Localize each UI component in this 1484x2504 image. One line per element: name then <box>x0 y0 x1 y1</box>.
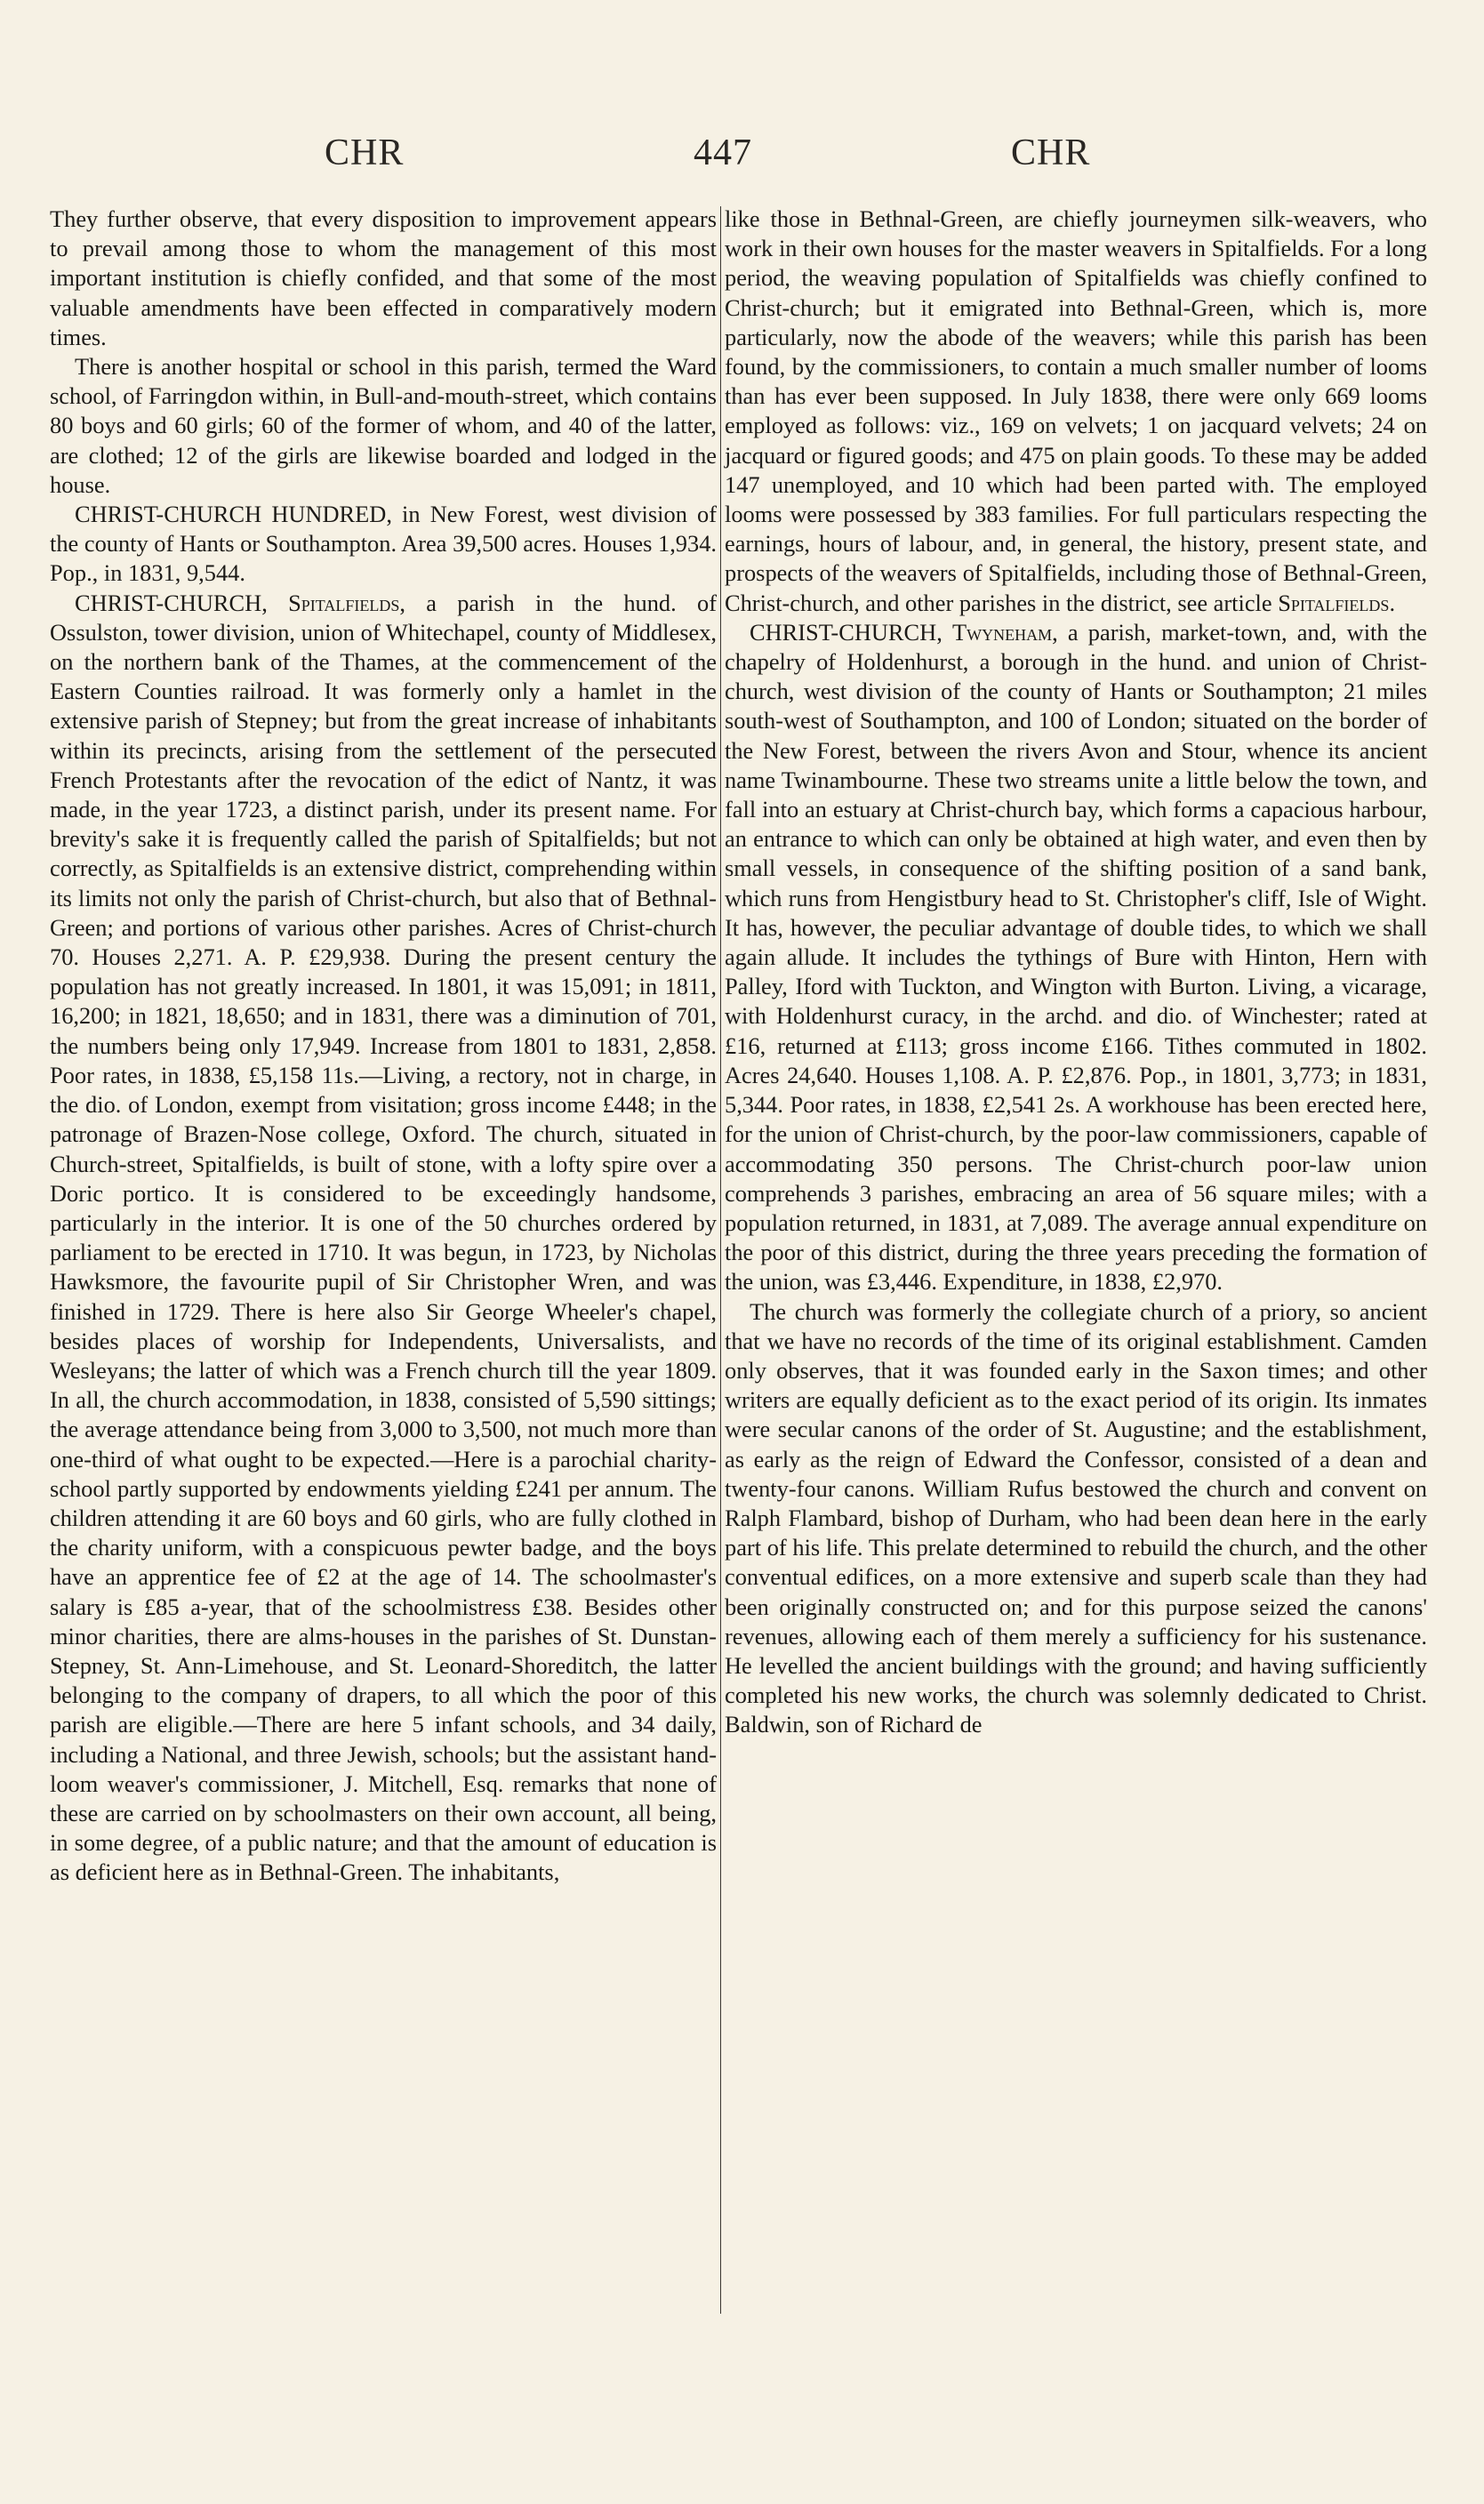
entry-headword: CHRIST-CHURCH, <box>75 589 289 616</box>
entry-subhead: Twyneham <box>952 618 1053 646</box>
left-column <box>50 205 717 1888</box>
cross-reference: Spitalfields <box>1278 589 1390 616</box>
running-head-right: CHR <box>1011 132 1091 173</box>
paragraph-continuation: They further observe, that every disposition to improvement appears to prevail among those to whom the management of this most important institution is chiefly confided, and that some of the most valuable amendments have been effected in comparatively modern times. <box>50 205 717 350</box>
entry-body: , a parish in the hund. of Ossulston, tower division, union of Whitechapel, county of Middlesex, on the northern bank of the Thames, at the commencement of the Eastern Counties railroad. It was formerly only a hamlet in the extensive parish of Stepney; but from the great increase of inhabitants within its precincts, arising from the settlement of the persecuted French Protestants after the revocation of the edict of Nantz, it was made, in the year 1723, a distinct parish, under its present name. For brevity's sake it is frequently called the parish of Spitalfields; but not correctly, as Spitalfields is an extensive district, comprehending within its limits not only the parish of Christ-church, but also that of Bethnal-Green; and portions of various other parishes. Acres of Christ-church 70. Houses 2,271. A. P. £29,938. During the present century the population has not greatly increased. In 1801, it was 15,091; in 1811, 16,200; in 1821, 18,650; and in 1831, there was a diminution of 701, the numbers being only 17,949. Increase from 1801 to 1831, 2,858. Poor rates, in 1838, £5,158 11s.—Living, a rectory, not in charge, in the dio. of London, exempt from visitation; gross income £448; in the patronage of Brazen-Nose college, Oxford. The church, situated in Church-street, Spitalfields, is built of stone, with a lofty spire over a Doric portico. It is considered to be exceedingly handsome, particularly in the interior. It is one of the 50 churches ordered by parliament to be erected in 1710. It was begun, in 1723, by Nicholas Hawksmore, the favourite pupil of Sir Christopher Wren, and was finished in 1729. There is here also Sir George Wheeler's chapel, besides places of worship for Independents, Universalists, and Wesleyans; the latter of which was a French church till the year 1809. In all, the church accommodation, in 1838, consisted of 5,590 sittings; the average attendance being from 3,000 to 3,500, not much more than one-third of what ought to be expected.—Here is a parochial charity-school partly supported by endowments yielding £241 per annum. The children attending it are 60 boys and 60 girls, who are fully clothed in the charity uniform, with a conspicuous pewter badge, and the boys have an apprentice fee of £2 at the age of 14. The schoolmaster's salary is £85 a-year, that of the schoolmistress £38. Besides other minor charities, there are alms-houses in the parishes of St. Dunstan-Stepney, St. Ann-Limehouse, and St. Leonard-Shoreditch, the latter belonging to the company of drapers, to all which the poor of this parish are eligible.—There are here 5 infant schools, and 34 daily, including a National, and three Jewish, schools; but the assistant hand-loom weaver's commissioner, J. Mitchell, Esq. remarks that none of these are carried on by schoolmasters on their own account, all being, in some degree, of a public nature; and that the amount of education is as deficient here as in Bethnal-Green. The inhabitants, <box>50 589 717 1886</box>
paragraph-church-history: The church was formerly the collegiate church of a priory, so ancient that we have no records of the time of its original establishment. Camden only observes, that it was founded early in the Saxon times; and other writers are equally deficient as to the exact period of its origin. Its inmates were secular canons of the order of St. Augustine; and the establishment, as early as the reign of Edward the Confessor, consisted of a dean and twenty-four canons. William Rufus bestowed the church and convent on Ralph Flambard, bishop of Durham, who had been dean here in the early part of his life. This prelate determined to rebuild the church, and the other conventual edifices, on a more extensive and superb scale than they had been originally constructed on; and for this purpose seized the canons' revenues, allowing each of them merely a sufficiency for his sustenance. He levelled the ancient buildings with the ground; and having sufficiently completed his new works, the church was solemnly dedicated to Christ. Baldwin, son of Richard de <box>725 1297 1427 1738</box>
entry-christ-church-hundred: CHRIST-CHURCH HUNDRED, in New Forest, west division of the county of Hants or Southampton. Area 39,500 acres. Houses 1,934. Pop., in 1831, 9,544. <box>50 501 717 587</box>
right-column <box>725 205 1427 1740</box>
paragraph-weavers <box>725 205 1427 618</box>
entry-christ-church-twyneham <box>725 618 1427 1297</box>
running-head-left: CHR <box>325 132 405 173</box>
paragraph-ward-school: There is another hospital or school in this parish, termed the Ward school, of Farringdon within, in Bull-and-mouth-street, which contains 80 boys and 60 girls; 60 of the former of whom, and 40 of the latter, are clothed; 12 of the girls are likewise boarded and lodged in the house. <box>50 353 717 498</box>
entry-subhead: Spitalfields <box>288 589 400 616</box>
entry-christ-church-spitalfields <box>50 589 717 1888</box>
entry-headword: CHRIST-CHURCH, <box>750 618 952 646</box>
entry-body: , a parish, market-town, and, with the chapelry of Holdenhurst, a borough in the hund. and union of Christ-church, west division of the county of Hants or Southampton; 21 miles south-west of Southampton, and 100 of London; situated on the border of the New Forest, between the rivers Avon and Stour, whence its ancient name Twinambourne. These two streams unite a little below the town, and fall into an estuary at Christ-church bay, which forms a capacious harbour, an entrance to which can only be obtained at high water, and even then by small vessels, in consequence of the shifting position of a sand bank, which runs from Hengistbury head to St. Christopher's cliff, Isle of Wight. It has, however, the peculiar advantage of double tides, to which we shall again allude. It includes the tythings of Bure with Hinton, Hern with Palley, Iford with Tuckton, and Wington with Burton. Living, a vicarage, with Holdenhurst curacy, in the archd. and dio. of Winchester; rated at £16, returned at £113; gross income £166. Tithes commuted in 1802. Acres 24,640. Houses 1,108. A. P. £2,876. Pop., in 1801, 3,773; in 1831, 5,344. Poor rates, in 1838, £2,541 2s. A workhouse has been erected here, for the union of Christ-church, by the poor-law commissioners, capable of accommodating 350 persons. The Christ-church poor-law union comprehends 3 parishes, embracing an area of 56 square miles; with a population returned, in 1831, at 7,089. The average annual expenditure on the poor of this district, during the three years preceding the formation of the union, was £3,446. Expenditure, in 1838, £2,970. <box>725 618 1427 1296</box>
column-divider <box>720 206 721 2314</box>
page-number: 447 <box>694 132 752 173</box>
paragraph-end: . <box>1389 589 1396 616</box>
paragraph-text: like those in Bethnal-Green, are chiefly journeymen silk-weavers, who work in their own houses for the master weavers in Spitalfields. For a long period, the weaving population of Spitalfields was chiefly confined to Christ-church; but it emigrated into Bethnal-Green, which is, more particularly, now the abode of the weavers; while this parish has been found, by the commissioners, to contain a much smaller number of looms than has ever been supposed. In July 1838, there were only 669 looms employed as follows: viz., 169 on velvets; 1 on jacquard velvets; 24 on jacquard or figured goods; and 475 on plain goods. To these may be added 147 unemployed, and 10 which had been parted with. The employed looms were possessed by 383 families. For full particulars respecting the earnings, hours of labour, and, in general, the history, present state, and prospects of the weavers of Spitalfields, including those of Bethnal-Green, Christ-church, and other parishes in the district, see article <box>725 205 1427 616</box>
